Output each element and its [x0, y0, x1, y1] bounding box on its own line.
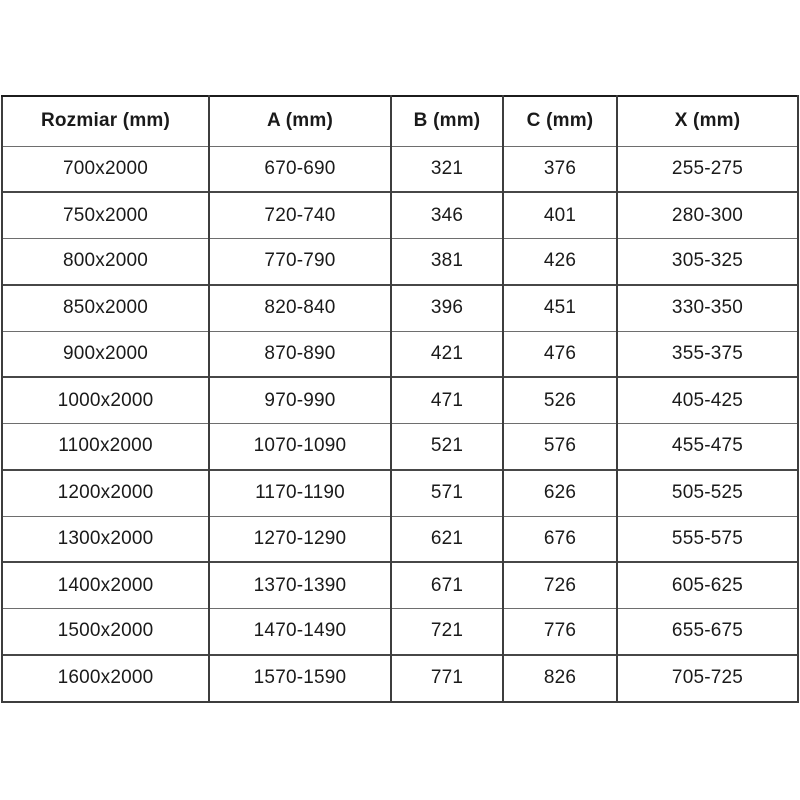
table-row: [2, 285, 798, 331]
table-cell: 321: [391, 146, 503, 192]
table-cell: 770-790: [209, 239, 391, 285]
table-body: [2, 146, 798, 702]
table-cell: 870-890: [209, 331, 391, 377]
table-cell: 521: [391, 424, 503, 470]
table-cell: 1300x2000: [2, 516, 209, 562]
table-cell: 726: [503, 562, 617, 608]
table-cell: 1100x2000: [2, 424, 209, 470]
table-cell: 455-475: [617, 424, 798, 470]
table-cell: 555-575: [617, 516, 798, 562]
table-cell: 720-740: [209, 192, 391, 238]
column-header-x: X (mm): [617, 96, 798, 146]
table-cell: 426: [503, 239, 617, 285]
table-cell: 421: [391, 331, 503, 377]
table-cell: 1500x2000: [2, 609, 209, 655]
header-row: [2, 96, 798, 146]
table-cell: 655-675: [617, 609, 798, 655]
table-cell: 671: [391, 562, 503, 608]
table-cell: 381: [391, 239, 503, 285]
table-cell: 1070-1090: [209, 424, 391, 470]
table-cell: 476: [503, 331, 617, 377]
table-cell: 750x2000: [2, 192, 209, 238]
table-cell: 405-425: [617, 377, 798, 423]
table-row: [2, 516, 798, 562]
table-cell: 1570-1590: [209, 655, 391, 702]
table-cell: 1000x2000: [2, 377, 209, 423]
table-cell: 1370-1390: [209, 562, 391, 608]
table-cell: 676: [503, 516, 617, 562]
table-cell: 721: [391, 609, 503, 655]
table-cell: 1470-1490: [209, 609, 391, 655]
table-cell: 605-625: [617, 562, 798, 608]
table-row: [2, 424, 798, 470]
table-cell: 305-325: [617, 239, 798, 285]
table-cell: 376: [503, 146, 617, 192]
column-header-b: B (mm): [391, 96, 503, 146]
table-cell: 826: [503, 655, 617, 702]
table-cell: 571: [391, 470, 503, 516]
table-cell: 396: [391, 285, 503, 331]
table-cell: 576: [503, 424, 617, 470]
table-cell: 670-690: [209, 146, 391, 192]
table-cell: 771: [391, 655, 503, 702]
table-row: [2, 655, 798, 702]
table-cell: 705-725: [617, 655, 798, 702]
table-cell: 451: [503, 285, 617, 331]
table-row: [2, 470, 798, 516]
column-header-rozmiar: Rozmiar (mm): [2, 96, 209, 146]
table-cell: 1270-1290: [209, 516, 391, 562]
size-dimension-table: [1, 95, 799, 703]
table-cell: 970-990: [209, 377, 391, 423]
table-cell: 700x2000: [2, 146, 209, 192]
table-cell: 900x2000: [2, 331, 209, 377]
table-row: [2, 609, 798, 655]
table-cell: 800x2000: [2, 239, 209, 285]
table-cell: 1170-1190: [209, 470, 391, 516]
table-row: [2, 562, 798, 608]
table-cell: 355-375: [617, 331, 798, 377]
table-cell: 505-525: [617, 470, 798, 516]
table-cell: 280-300: [617, 192, 798, 238]
table-cell: 1200x2000: [2, 470, 209, 516]
table-cell: 526: [503, 377, 617, 423]
column-header-a: A (mm): [209, 96, 391, 146]
table-cell: 1600x2000: [2, 655, 209, 702]
table-row: [2, 192, 798, 238]
table-cell: 850x2000: [2, 285, 209, 331]
table-row: [2, 146, 798, 192]
table-cell: 820-840: [209, 285, 391, 331]
table-cell: 255-275: [617, 146, 798, 192]
table-cell: 776: [503, 609, 617, 655]
table-cell: 330-350: [617, 285, 798, 331]
table-row: [2, 377, 798, 423]
table-cell: 346: [391, 192, 503, 238]
table-row: [2, 239, 798, 285]
table-cell: 1400x2000: [2, 562, 209, 608]
table-cell: 401: [503, 192, 617, 238]
table-cell: 471: [391, 377, 503, 423]
table-cell: 621: [391, 516, 503, 562]
table-row: [2, 331, 798, 377]
table-cell: 626: [503, 470, 617, 516]
column-header-c: C (mm): [503, 96, 617, 146]
